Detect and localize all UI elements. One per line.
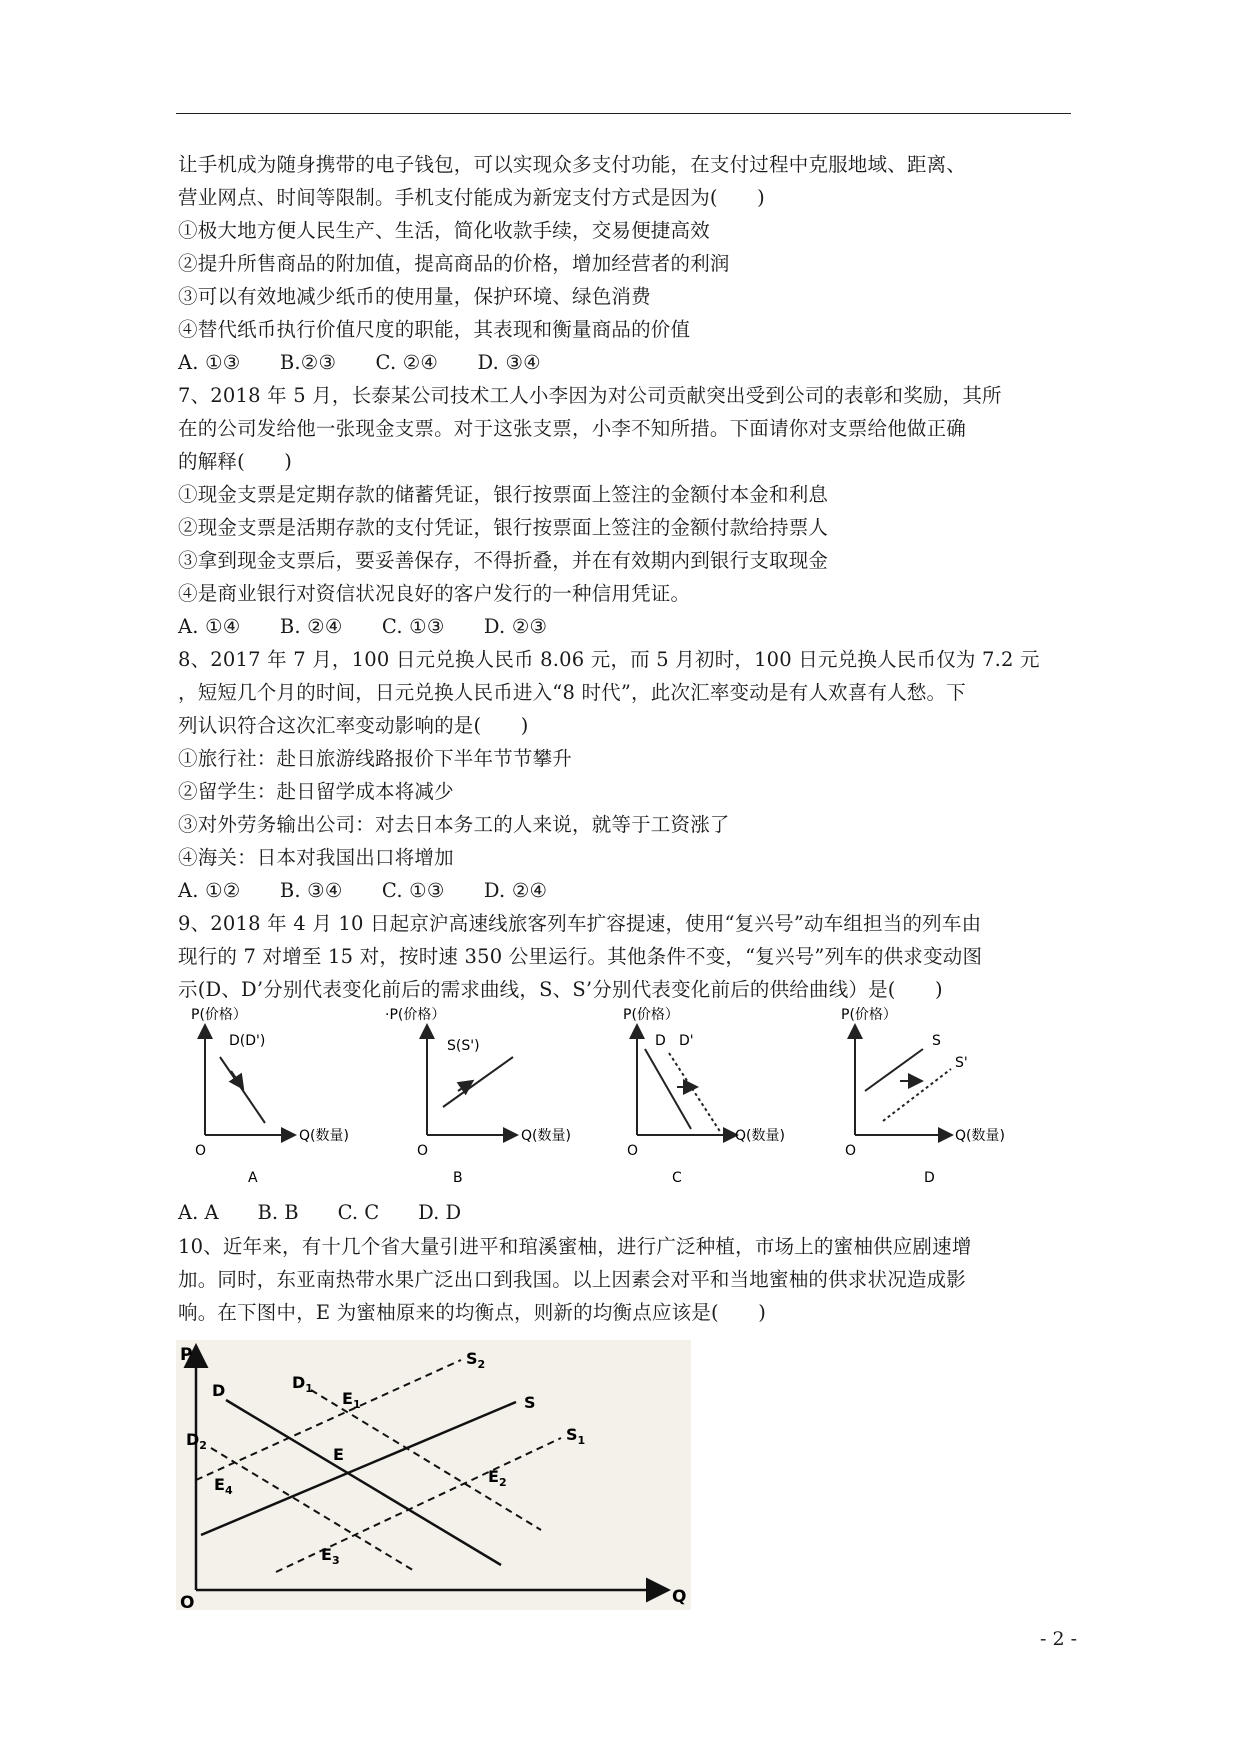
text-line: ④海关：日本对我国出口将增加 (178, 846, 454, 869)
text-line: 10、近年来，有十几个省大量引进平和琯溪蜜柚，进行广泛种植，市场上的蜜柚供应剧速增 (178, 1235, 972, 1258)
label-d: D (212, 1381, 226, 1400)
x-axis-label: Q(数量) (299, 1128, 349, 1144)
text-line: ③可以有效地减少纸币的使用量，保护环境、绿色消费 (178, 285, 651, 308)
label-e1: $E_1$ (342, 1389, 361, 1411)
label-e2: $E_2$ (488, 1467, 507, 1489)
chart-caption: B (453, 1170, 463, 1186)
x-axis-label: Q(数量) (735, 1128, 785, 1144)
text-line: ③拿到现金支票后，要妥善保存，不得折叠，并在有效期内到银行支取现金 (178, 549, 829, 572)
demand-curve-label: D (655, 1033, 666, 1049)
x-axis-label: Q(数量) (955, 1128, 1005, 1144)
answer-options: A. ①④ B. ②④ C. ①③ D. ②③ (178, 615, 548, 638)
q-axis-label: Q (672, 1587, 687, 1607)
label-e3: $E_3$ (321, 1545, 340, 1567)
question-text (178, 148, 1078, 1006)
label-s1: $S_1$ (566, 1425, 586, 1447)
supply-curve-label: S (932, 1033, 941, 1049)
label-s2: $S_2$ (466, 1349, 486, 1371)
equilibrium-diagram (176, 1340, 691, 1610)
origin-label: O (195, 1143, 207, 1159)
origin-label: O (845, 1143, 857, 1159)
text-line: 现行的 7 对增至 15 对，按时速 350 公里运行。其他条件不变，“复兴号”列车的供求变动图 (178, 945, 983, 968)
text-line: ④替代纸币执行价值尺度的职能，其表现和衡量商品的价值 (178, 318, 691, 341)
chart-c (623, 1006, 785, 1186)
text-line: 示(D、D’分别代表变化前后的需求曲线，S、S’分别代表变化前后的供给曲线）是( ) (178, 978, 943, 1001)
text-line: 在的公司发给他一张现金支票。对于这张支票，小李不知所措。下面请你对支票给他做正确 (178, 417, 967, 440)
supply-line-s1 (276, 1438, 561, 1572)
supply-demand-figures (175, 1005, 1050, 1190)
p-axis-label: P (180, 1345, 193, 1365)
question-10 (178, 1230, 1078, 1329)
text-line: ②留学生：赴日留学成本将减少 (178, 780, 454, 803)
chart-caption: A (248, 1170, 258, 1186)
answer-options: A. ①③ B.②③ C. ②④ D. ③④ (178, 351, 541, 374)
label-e: E (333, 1445, 344, 1464)
chart-a (191, 1006, 349, 1186)
label-e4: $E_4$ (214, 1475, 233, 1497)
y-axis-label: P(价格） (841, 1007, 897, 1023)
answer-options: A. A B. B C. C D. D (178, 1201, 462, 1224)
text-line: 加。同时，东亚南热带水果广泛出口到我国。以上因素会对平和当地蜜柚的供求状况造成影 (178, 1268, 967, 1291)
chart-b (385, 1006, 571, 1186)
supply-line-s (201, 1402, 516, 1535)
x-axis-label: Q(数量) (521, 1128, 571, 1144)
y-axis-label: P(价格） (191, 1007, 247, 1023)
text-line: 让手机成为随身携带的电子钱包，可以实现众多支付功能，在支付过程中克服地域、距离、 (178, 153, 967, 176)
text-line: ，短短几个月的时间，日元兑换人民币进入“8 时代”，此次汇率变动是有人欢喜有人愁。下 (178, 681, 966, 704)
question-8: 8、2017 年 7 月，100 日元兑换人民币 8.06 元，而 5 月初时，100 日元兑换人民币仅为 7.2 元 (178, 648, 1040, 671)
answer-options: A. ①② B. ③④ C. ①③ D. ②④ (178, 879, 548, 902)
question-9: 9、2018 年 4 月 10 日起京沪高速线旅客列车扩容提速，使用“复兴号”动车组担当的列车由 (178, 912, 982, 935)
text-line: ④是商业银行对资信状况良好的客户发行的一种信用凭证。 (178, 582, 691, 605)
y-axis-label: ·P(价格） (385, 1007, 446, 1023)
chart-caption: D (924, 1170, 935, 1186)
demand-line-d1 (311, 1390, 541, 1530)
text-line: ①现金支票是定期存款的储蓄凭证，银行按票面上签注的金额付本金和利息 (178, 483, 829, 506)
demand-curve-label: D(D') (229, 1033, 266, 1049)
new-demand-curve-label: D' (679, 1033, 694, 1049)
text-line: 的解释( ) (178, 450, 293, 473)
label-s: S (524, 1393, 536, 1412)
chart-d (841, 1006, 1005, 1186)
text-line: ③对外劳务输出公司：对去日本务工的人来说，就等于工资涨了 (178, 813, 730, 836)
origin-label: O (417, 1143, 429, 1159)
origin-label: O (627, 1143, 639, 1159)
text-line: ②提升所售商品的附加值，提高商品的价格，增加经营者的利润 (178, 252, 730, 275)
supply-curve-label: S(S') (447, 1038, 480, 1054)
page-number: - 2 - (1040, 1628, 1078, 1650)
text-line: 响。在下图中，E 为蜜柚原来的均衡点，则新的均衡点应该是( ) (178, 1301, 767, 1324)
header-rule (176, 113, 1071, 114)
text-line: ②现金支票是活期存款的支付凭证，银行按票面上签注的金额付款给持票人 (178, 516, 829, 539)
text-line: 营业网点、时间等限制。手机支付能成为新宠支付方式是因为( ) (178, 186, 765, 209)
text-line: 列认识符合这次汇率变动影响的是( ) (178, 714, 529, 737)
chart-caption: C (672, 1170, 682, 1186)
label-d2: $D_2$ (186, 1430, 207, 1452)
origin-label: O (180, 1593, 195, 1610)
question-7: 7、2018 年 5 月，长泰某公司技术工人小李因为对公司贡献突出受到公司的表彰和奖励，其所 (178, 384, 1002, 407)
label-d1: $D_1$ (292, 1373, 313, 1395)
new-supply-curve-label: S' (955, 1055, 968, 1071)
text-line: ①旅行社：赴日旅游线路报价下半年节节攀升 (178, 747, 573, 770)
text-line: ①极大地方便人民生产、生活，简化收款手续，交易便捷高效 (178, 219, 710, 242)
y-axis-label: P(价格） (623, 1007, 679, 1023)
